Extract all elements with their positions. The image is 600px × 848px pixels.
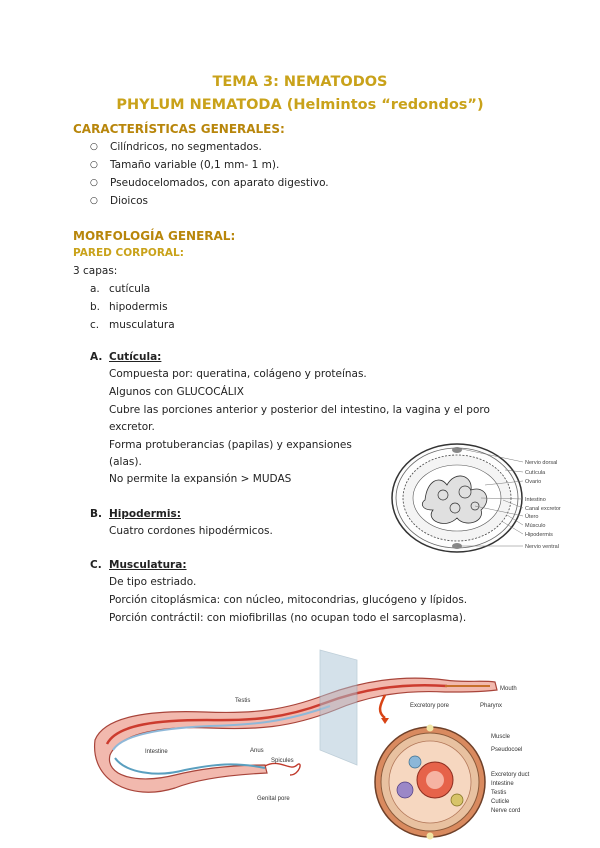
capas-intro: 3 capas:: [73, 265, 118, 277]
morfologia-heading: MORFOLOGÍA GENERAL:: [73, 229, 236, 243]
worm-label-testis: Testis: [235, 698, 251, 704]
section-line: Forma protuberancias (papilas) y expansiones: [109, 439, 352, 451]
section-line: Cuatro cordones hipodérmicos.: [109, 525, 273, 537]
page-title: TEMA 3: NEMATODOS: [212, 74, 388, 90]
section-line: Porción contráctil: con miofibrillas (no ocupan todo el sarcoplasma).: [109, 612, 467, 624]
worm-label-intestine: Intestine: [145, 749, 168, 755]
cs-label: Intestino: [525, 497, 546, 503]
worm-label-excretory-duct: Excretory duct: [491, 772, 530, 778]
cs-label: Ovario: [525, 479, 542, 485]
section-line: Compuesta por: queratina, colágeno y proteínas.: [109, 368, 367, 380]
cs-label: Nervio ventral: [525, 544, 559, 550]
section-line: excretor.: [109, 421, 155, 433]
worm-label-spicules: Spicules: [271, 758, 294, 764]
pared-corporal-subheading: PARED CORPORAL:: [73, 247, 184, 259]
cs-label: Canal excretor: [525, 506, 561, 512]
cs-label: Nervio dorsal: [525, 460, 558, 466]
worm-cross-section-drawing: [375, 725, 485, 840]
caracteristicas-heading: CARACTERÍSTICAS GENERALES:: [73, 122, 285, 136]
worm-label-genital-pore: Genital pore: [257, 796, 290, 802]
section-line: De tipo estriado.: [109, 576, 197, 588]
section-line: Algunos con GLUCOCÁLIX: [109, 386, 244, 398]
worm-label-cuticle: Cuticle: [491, 799, 510, 805]
worm-label-testis-2: Testis: [491, 790, 507, 796]
worm-figure: [85, 640, 545, 845]
worm-label-anus: Anus: [250, 748, 264, 754]
cs-label: Hipodermis: [525, 532, 553, 538]
cs-label: Útero: [525, 514, 539, 520]
worm-label-pseudocoel: Pseudocoel: [491, 747, 523, 753]
section-line: No permite la expansión > MUDAS: [109, 473, 292, 485]
worm-label-mouth: Mouth: [500, 686, 517, 692]
section-line: Cubre las porciones anterior y posterior del intestino, la vagina y el poro: [109, 404, 490, 416]
worm-label-nerve-cord: Nerve cord: [491, 808, 521, 814]
cs-label: Cutícula: [525, 470, 546, 476]
section-line: (alas).: [109, 456, 142, 468]
worm-label-muscle: Muscle: [491, 734, 511, 740]
worm-label-excretory-pore: Excretory pore: [410, 703, 450, 709]
cross-section-drawing: [392, 444, 523, 552]
cs-label: Músculo: [525, 523, 546, 529]
worm-label-intestine-2: Intestine: [491, 781, 514, 787]
section-line: Porción citoplásmica: con núcleo, mitocondrias, glucógeno y lípidos.: [109, 594, 468, 606]
cross-section-figure: [385, 440, 585, 560]
page-subtitle: PHYLUM NEMATODA (Helmintos “redondos”): [116, 97, 484, 113]
worm-label-pharynx: Pharynx: [480, 703, 503, 709]
